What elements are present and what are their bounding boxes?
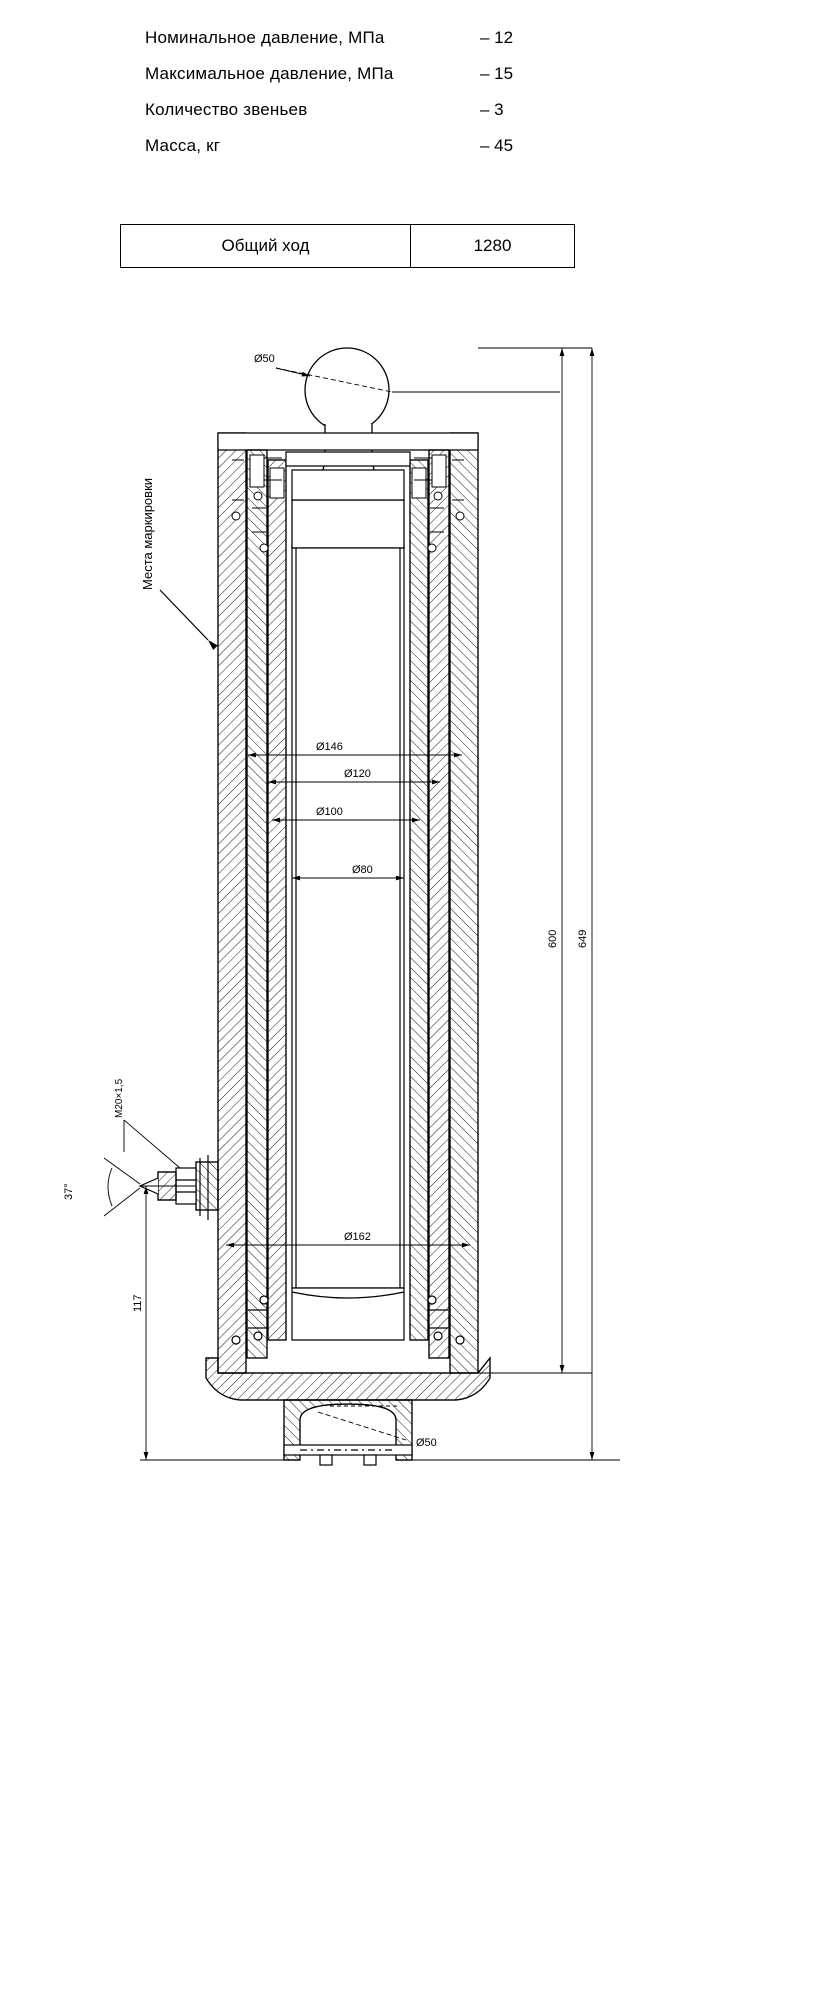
- inner-rod: [292, 548, 404, 1288]
- dim-length-649: 649: [577, 929, 589, 948]
- spec-label: Максимальное давление, МПа: [145, 64, 394, 83]
- stroke-table-label: Общий ход: [121, 225, 411, 267]
- stroke-table: [120, 224, 575, 268]
- dim-bottom-50: Ø50: [416, 1437, 437, 1449]
- top-inner-cap: [286, 452, 410, 500]
- marking-leader: [160, 590, 208, 640]
- spec-value: – 45: [480, 136, 514, 155]
- dim-height-117: 117: [132, 1294, 144, 1312]
- dim-rod-100: Ø100: [316, 806, 343, 818]
- specification-list: [145, 28, 565, 172]
- spec-label: Номинальное давление, МПа: [145, 28, 385, 47]
- spec-row: [145, 100, 565, 136]
- spec-row: [145, 136, 565, 172]
- side-port-fitting: [140, 1155, 218, 1220]
- stroke-table-value: 1280: [473, 236, 512, 255]
- angle-and-thread-leaders: [104, 1120, 180, 1216]
- spec-value: – 15: [480, 64, 514, 83]
- label-marking-places: Места маркировки: [140, 477, 155, 590]
- dim-rod-146: Ø146: [316, 741, 343, 753]
- spec-value: – 3: [480, 100, 504, 119]
- spec-value: – 12: [480, 28, 514, 47]
- spec-row: [145, 64, 565, 100]
- dim-body-162: Ø162: [344, 1231, 371, 1243]
- bottom-pin-leader: [318, 1412, 406, 1440]
- dim-ball-diameter-top: Ø50: [254, 353, 275, 365]
- dim-rod-80: Ø80: [352, 864, 373, 876]
- technical-drawing: [0, 300, 838, 1480]
- label-angle-37: 37°: [63, 1183, 75, 1200]
- label-thread-m20: M20×1,5: [114, 1078, 125, 1118]
- dim-length-600: 600: [547, 929, 559, 948]
- spec-row: [145, 28, 565, 64]
- spec-label: Количество звеньев: [145, 100, 308, 119]
- spec-label: Масса, кг: [145, 136, 221, 155]
- dim-rod-120: Ø120: [344, 768, 371, 780]
